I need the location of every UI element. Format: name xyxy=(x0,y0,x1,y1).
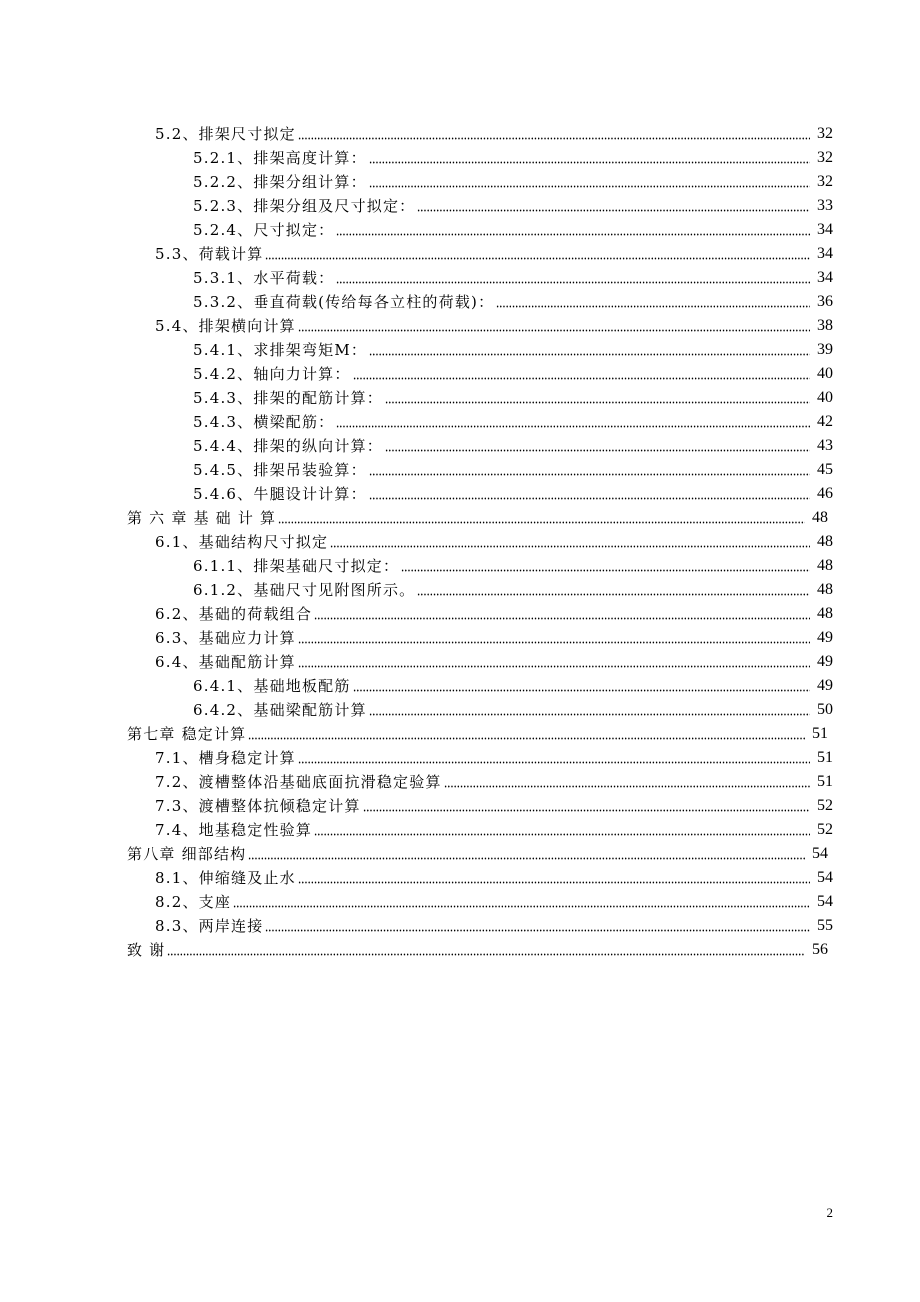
toc-entry[interactable] xyxy=(0,503,920,527)
toc-entry-title: 5.4.4、排架的纵向计算： xyxy=(193,437,383,455)
toc-entry[interactable] xyxy=(0,719,920,743)
toc-entry-page: 51 xyxy=(817,773,833,790)
toc-entry[interactable] xyxy=(0,479,920,503)
toc-entry-page: 38 xyxy=(817,317,833,334)
toc-entry-page: 42 xyxy=(817,413,833,430)
toc-entry-title: 5.3.1、水平荷载： xyxy=(193,269,335,287)
toc-entry-title: 7.4、地基稳定性验算 xyxy=(155,821,313,839)
toc-entry-title: 5.3、荷载计算 xyxy=(155,245,264,263)
toc-entry-title: 5.4.3、排架的配筋计算： xyxy=(193,389,383,407)
page-number: 2 xyxy=(826,1205,833,1220)
toc-entry-page: 52 xyxy=(817,821,833,838)
toc-entry[interactable] xyxy=(0,791,920,815)
toc-entry-page: 50 xyxy=(817,701,833,718)
toc-dot-leader xyxy=(401,562,810,572)
toc-entry[interactable] xyxy=(0,263,920,287)
toc-entry-page: 51 xyxy=(817,749,833,766)
toc-entry[interactable] xyxy=(0,863,920,887)
toc-dot-leader xyxy=(385,394,810,404)
toc-dot-leader xyxy=(353,370,810,380)
toc-dot-leader xyxy=(298,754,810,764)
toc-entry-title: 5.4.2、轴向力计算： xyxy=(193,365,351,383)
toc-dot-leader xyxy=(385,442,810,452)
toc-entry[interactable] xyxy=(0,527,920,551)
toc-entry-page: 54 xyxy=(817,869,833,886)
toc-entry-page: 43 xyxy=(817,437,833,454)
toc-dot-leader xyxy=(369,490,810,500)
toc-entry[interactable] xyxy=(0,551,920,575)
toc-entry-page: 49 xyxy=(817,629,833,646)
toc-entry-page: 39 xyxy=(817,341,833,358)
toc-entry-title: 6.4、基础配筋计算 xyxy=(155,653,296,671)
toc-entry-title: 6.1.1、排架基础尺寸拟定： xyxy=(193,557,400,575)
toc-entry[interactable] xyxy=(0,119,920,143)
toc-entry-page: 52 xyxy=(817,797,833,814)
toc-dot-leader xyxy=(298,658,810,668)
toc-entry[interactable] xyxy=(0,335,920,359)
toc-entry-page: 54 xyxy=(817,893,833,910)
toc-entry[interactable] xyxy=(0,815,920,839)
toc-entry[interactable] xyxy=(0,407,920,431)
toc-entry-page: 40 xyxy=(817,365,833,382)
toc-entry[interactable] xyxy=(0,767,920,791)
toc-dot-leader xyxy=(336,418,810,428)
toc-dot-leader xyxy=(369,178,810,188)
toc-entry[interactable] xyxy=(0,647,920,671)
toc-entry[interactable] xyxy=(0,911,920,935)
toc-dot-leader xyxy=(278,514,805,524)
toc-entry-title: 5.2.1、排架高度计算： xyxy=(193,149,367,167)
toc-entry-page: 40 xyxy=(817,389,833,406)
toc-entry-title: 6.3、基础应力计算 xyxy=(155,629,296,647)
toc-entry-title: 8.3、两岸连接 xyxy=(155,917,264,935)
toc-entry[interactable] xyxy=(0,455,920,479)
toc-dot-leader xyxy=(248,730,805,740)
toc-entry-page: 34 xyxy=(817,221,833,238)
toc-entry[interactable] xyxy=(0,671,920,695)
toc-entry-page: 36 xyxy=(817,293,833,310)
toc-entry-page: 33 xyxy=(817,197,833,214)
toc-entry-page: 55 xyxy=(817,917,833,934)
toc-dot-leader xyxy=(417,586,810,596)
toc-entry-page: 54 xyxy=(812,845,828,862)
toc-dot-leader xyxy=(369,706,810,716)
toc-entry[interactable] xyxy=(0,599,920,623)
toc-dot-leader xyxy=(314,610,810,620)
toc-dot-leader xyxy=(265,922,810,932)
toc-entry[interactable] xyxy=(0,239,920,263)
toc-dot-leader xyxy=(167,946,805,956)
toc-entry-page: 34 xyxy=(817,269,833,286)
toc-entry-title: 6.1.2、基础尺寸见附图所示。 xyxy=(193,581,416,599)
toc-entry-title: 5.2.4、尺寸拟定： xyxy=(193,221,335,239)
toc-dot-leader xyxy=(353,682,810,692)
toc-entry[interactable] xyxy=(0,359,920,383)
toc-entry-title: 第 六 章 基 础 计 算 xyxy=(127,509,277,527)
toc-entry[interactable] xyxy=(0,311,920,335)
toc-dot-leader xyxy=(336,226,810,236)
toc-entry-title: 5.4.3、横梁配筋： xyxy=(193,413,335,431)
toc-entry-title: 6.4.2、基础梁配筋计算 xyxy=(193,701,367,719)
toc-entry[interactable] xyxy=(0,143,920,167)
toc-entry[interactable] xyxy=(0,215,920,239)
toc-entry[interactable] xyxy=(0,575,920,599)
toc-entry[interactable] xyxy=(0,839,920,863)
toc-entry-title: 5.2、排架尺寸拟定 xyxy=(155,125,296,143)
toc-dot-leader xyxy=(444,778,810,788)
toc-dot-leader xyxy=(336,274,810,284)
toc-entry-title: 7.2、渡槽整体沿基础底面抗滑稳定验算 xyxy=(155,773,442,791)
toc-dot-leader xyxy=(363,802,810,812)
toc-entry-page: 48 xyxy=(817,581,833,598)
toc-entry-page: 48 xyxy=(817,605,833,622)
toc-entry-page: 32 xyxy=(817,125,833,142)
toc-entry-title: 8.2、支座 xyxy=(155,893,232,911)
toc-entry-page: 48 xyxy=(817,533,833,550)
toc-dot-leader xyxy=(314,826,810,836)
toc-entry-page: 48 xyxy=(812,509,828,526)
toc-entry-title: 5.4.5、排架吊装验算： xyxy=(193,461,367,479)
toc-entry[interactable] xyxy=(0,191,920,215)
toc-dot-leader xyxy=(496,298,810,308)
toc-dot-leader xyxy=(298,634,810,644)
toc-entry-title: 6.4.1、基础地板配筋 xyxy=(193,677,351,695)
toc-entry-page: 32 xyxy=(817,173,833,190)
toc-entry[interactable] xyxy=(0,431,920,455)
toc-entry-title: 7.3、渡槽整体抗倾稳定计算 xyxy=(155,797,361,815)
toc-dot-leader xyxy=(330,538,810,548)
toc-entry[interactable] xyxy=(0,167,920,191)
toc-entry-page: 34 xyxy=(817,245,833,262)
toc-entry-title: 7.1、槽身稳定计算 xyxy=(155,749,296,767)
toc-entry[interactable] xyxy=(0,935,920,959)
toc-entry-page: 51 xyxy=(812,725,828,742)
toc-dot-leader xyxy=(298,322,810,332)
toc-entry-page: 48 xyxy=(817,557,833,574)
toc-dot-leader xyxy=(298,874,810,884)
toc-entry-title: 5.4.6、牛腿设计计算： xyxy=(193,485,367,503)
toc-entry-page: 49 xyxy=(817,653,833,670)
toc-entry-title: 8.1、伸缩缝及止水 xyxy=(155,869,296,887)
toc-entry-title: 第八章 细部结构 xyxy=(127,845,247,863)
toc-entry-title: 5.3.2、垂直荷载(传给每各立柱的荷载)： xyxy=(193,293,495,311)
toc-dot-leader xyxy=(369,466,810,476)
toc-entry-title: 6.1、基础结构尺寸拟定 xyxy=(155,533,329,551)
toc-dot-leader xyxy=(265,250,810,260)
toc-entry[interactable] xyxy=(0,383,920,407)
toc-entry[interactable] xyxy=(0,623,920,647)
toc-entry-title: 6.2、基础的荷载组合 xyxy=(155,605,313,623)
toc-dot-leader xyxy=(248,850,805,860)
toc-entry[interactable] xyxy=(0,695,920,719)
toc-dot-leader xyxy=(369,346,810,356)
toc-entry-title: 5.2.3、排架分组及尺寸拟定： xyxy=(193,197,416,215)
toc-entry-title: 致 谢 xyxy=(127,941,166,959)
toc-entry[interactable] xyxy=(0,287,920,311)
toc-entry[interactable] xyxy=(0,887,920,911)
toc-entry-page: 46 xyxy=(817,485,833,502)
toc-entry-page: 56 xyxy=(812,941,828,958)
toc-entry-title: 5.4、排架横向计算 xyxy=(155,317,296,335)
toc-dot-leader xyxy=(233,898,810,908)
toc-entry-title: 5.2.2、排架分组计算： xyxy=(193,173,367,191)
table-of-contents xyxy=(0,119,920,959)
toc-entry[interactable] xyxy=(0,743,920,767)
toc-entry-page: 45 xyxy=(817,461,833,478)
toc-dot-leader xyxy=(298,130,810,140)
toc-entry-page: 49 xyxy=(817,677,833,694)
toc-entry-title: 第七章 稳定计算 xyxy=(127,725,247,743)
toc-dot-leader xyxy=(369,154,810,164)
toc-dot-leader xyxy=(417,202,810,212)
toc-entry-page: 32 xyxy=(817,149,833,166)
toc-entry-title: 5.4.1、求排架弯矩M： xyxy=(193,341,368,359)
